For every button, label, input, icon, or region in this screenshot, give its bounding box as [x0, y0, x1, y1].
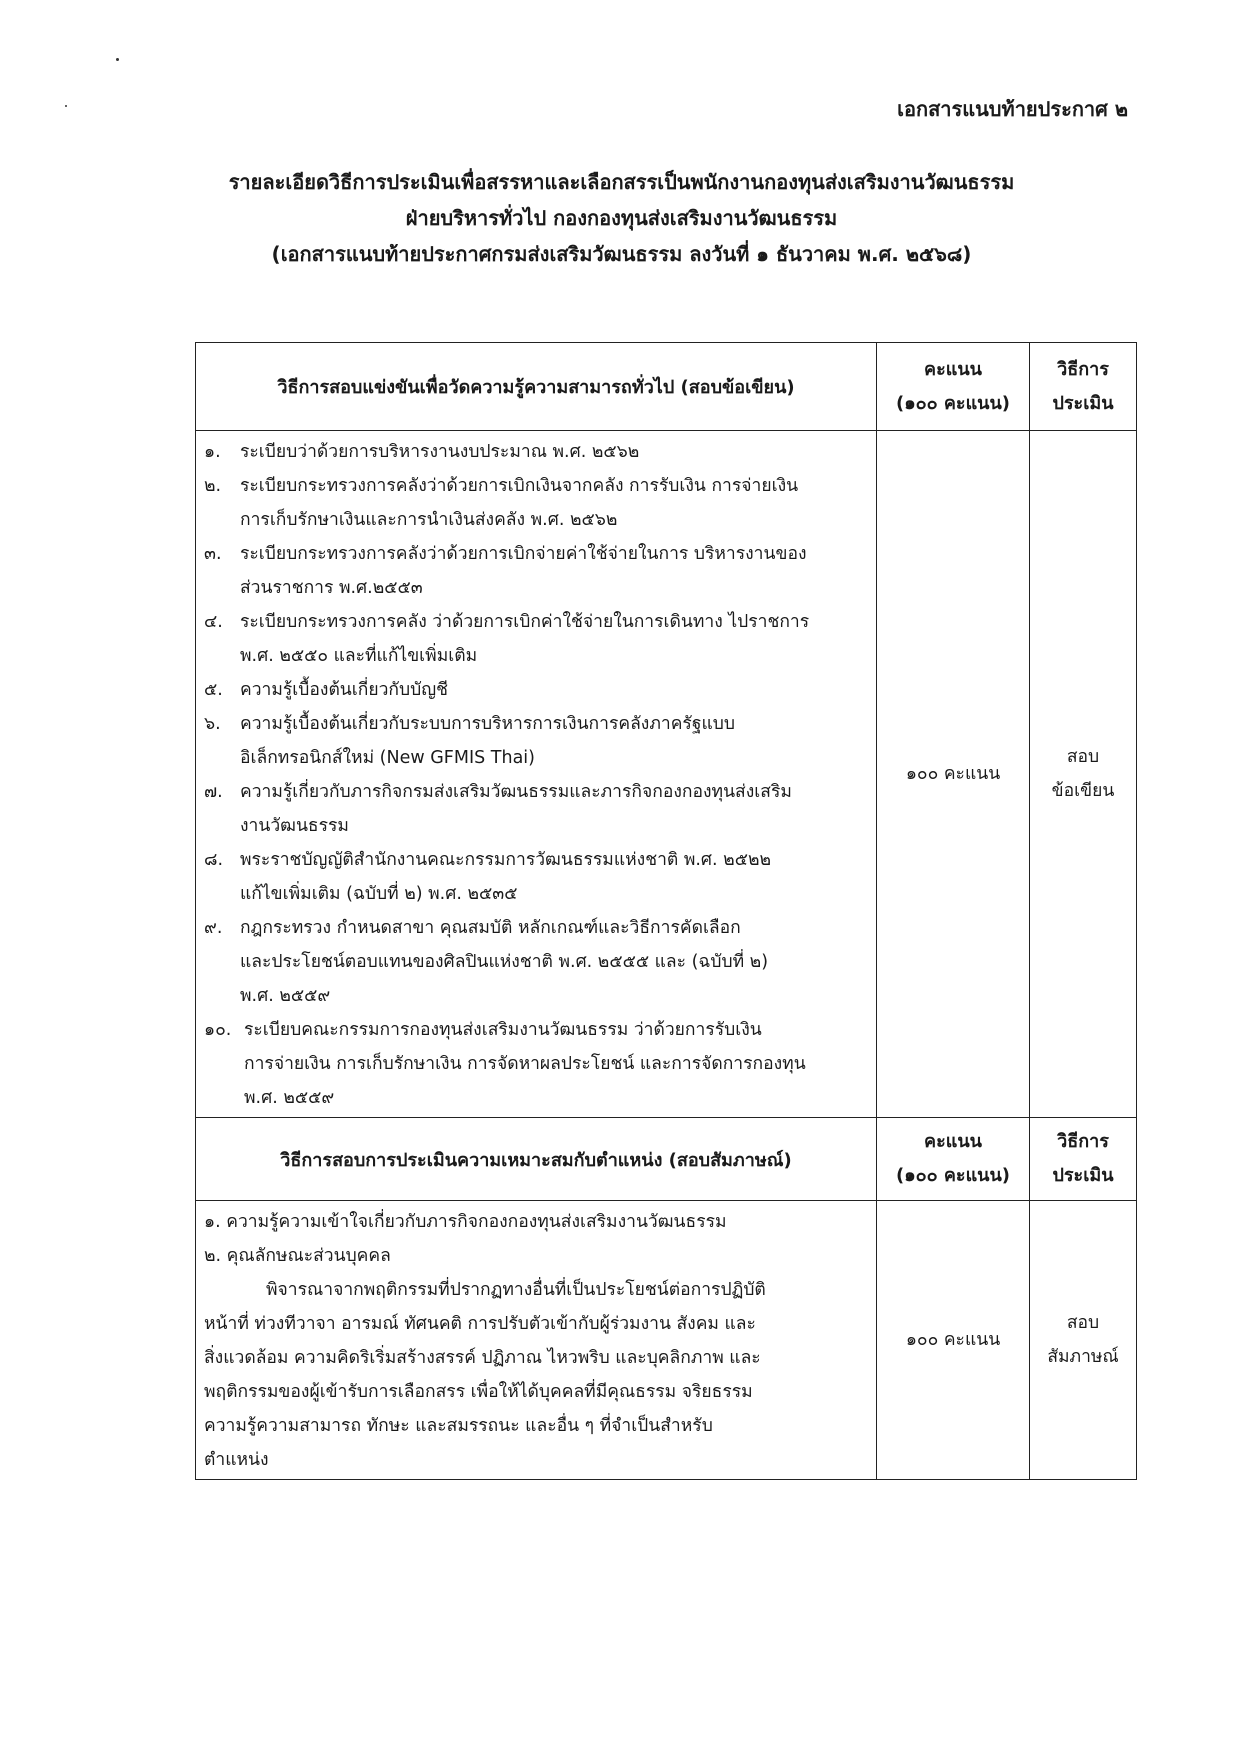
item-text: ความรู้เบื้องต้นเกี่ยวกับระบบการบริหารการเงินการคลังภาครัฐแบบ: [240, 714, 735, 734]
item-text: ระเบียบกระทรวงการคลังว่าด้วยการเบิกจ่ายค่าใช้จ่ายในการ บริหารงานของ: [240, 544, 807, 564]
item-text: ระเบียบกระทรวงการคลังว่าด้วยการเบิกเงินจากคลัง การรับเงิน การจ่ายเงิน: [240, 476, 799, 496]
item-text: พ.ศ. ๒๕๕๐ และที่แก้ไขเพิ่มเติม: [240, 646, 478, 666]
item-number: ๗.: [204, 782, 223, 802]
interview-header-row: [196, 1118, 1137, 1201]
written-header-row: [196, 343, 1137, 431]
list-item: [204, 1013, 868, 1115]
method-header: [1030, 1118, 1137, 1201]
item-text: การจ่ายเงิน การเก็บรักษาเงิน การจัดหาผลประโยชน์ และการจัดการกองทุน: [244, 1054, 806, 1074]
method-header-line: ประเมิน: [1052, 1165, 1114, 1186]
interview-score-cell: [877, 1201, 1030, 1480]
method-text: สัมภาษณ์: [1047, 1347, 1119, 1367]
item-text: แก้ไขเพิ่มเติม (ฉบับที่ ๒) พ.ศ. ๒๕๓๕: [240, 884, 518, 904]
title-line: รายละเอียดวิธีการประเมินเพื่อสรรหาและเลือกสรรเป็นพนักงานกองทุนส่งเสริมงานวัฒนธรรม: [228, 170, 1015, 194]
item-number: ๑๐.: [204, 1020, 232, 1040]
detail-line: พฤติกรรมของผู้เข้ารับการเลือกสรร เพื่อให้ได้บุคคลที่มีคุณธรรม จริยธรรม: [204, 1382, 753, 1402]
written-method-cell: [1030, 431, 1137, 1118]
method-text: ข้อเขียน: [1051, 781, 1115, 801]
list-item: [204, 605, 868, 673]
item-text: พ.ศ. ๒๕๕๙: [244, 1088, 335, 1108]
item-text: งานวัฒนธรรม: [240, 816, 349, 836]
item-number: ๕.: [204, 680, 223, 700]
interview-score: ๑๐๐ คะแนน: [905, 1330, 1001, 1350]
written-score: ๑๐๐ คะแนน: [905, 764, 1001, 784]
detail-line: ตำแหน่ง: [204, 1450, 269, 1470]
method-text: สอบ: [1066, 1313, 1100, 1333]
item-number: ๖.: [204, 714, 221, 734]
score-header-line: คะแนน: [924, 358, 982, 380]
annex-label: เอกสารแนบท้ายประกาศ ๒: [897, 97, 1128, 121]
list-item: ๑. ความรู้ความเข้าใจเกี่ยวกับภารกิจกองกองทุนส่งเสริมงานวัฒนธรรม: [204, 1212, 727, 1232]
score-header: [877, 1118, 1030, 1201]
written-content-row: [196, 431, 1137, 1118]
score-header: [877, 343, 1030, 431]
list-item: [204, 435, 868, 469]
title-line: (เอกสารแนบท้ายประกาศกรมส่งเสริมวัฒนธรรม ลงวันที่ ๑ ธันวาคม พ.ศ. ๒๕๖๘): [271, 242, 972, 266]
list-item: [204, 775, 868, 843]
method-header-line: วิธีการ: [1057, 358, 1109, 380]
item-text: ระเบียบคณะกรรมการกองทุนส่งเสริมงานวัฒนธรรม ว่าด้วยการรับเงิน: [244, 1020, 762, 1040]
written-score-cell: [877, 431, 1030, 1118]
score-header-line: (๑๐๐ คะแนน): [895, 392, 1011, 414]
score-header-line: (๑๐๐ คะแนน): [895, 1165, 1011, 1186]
list-item: [204, 707, 868, 775]
item-text: พระราชบัญญัติสำนักงานคณะกรรมการวัฒนธรรมแห่งชาติ พ.ศ. ๒๕๒๒: [240, 850, 772, 870]
item-text: ระเบียบกระทรวงการคลัง ว่าด้วยการเบิกค่าใช้จ่ายในการเดินทาง ไปราชการ: [240, 612, 810, 632]
speck-mark: [116, 58, 119, 61]
list-item: [204, 469, 868, 537]
interview-criteria: [196, 1201, 877, 1480]
list-item: ๒. คุณลักษณะส่วนบุคคล: [204, 1246, 391, 1266]
title-line: ฝ่ายบริหารทั่วไป กองกองทุนส่งเสริมงานวัฒนธรรม: [405, 206, 838, 230]
speck-mark: [65, 105, 67, 107]
detail-line: สิ่งแวดล้อม ความคิดริเริ่มสร้างสรรค์ ปฏิภาณ ไหวพริบ และบุคลิกภาพ และ: [204, 1348, 761, 1368]
item-number: ๒.: [204, 476, 222, 496]
item-text: การเก็บรักษาเงินและการนำเงินส่งคลัง พ.ศ. ๒๕๖๒: [240, 510, 618, 530]
item-number: ๓.: [204, 544, 222, 564]
item-number: ๑.: [204, 442, 221, 462]
detail-line: ความรู้ความสามารถ ทักษะ และสมรรถนะ และอื่น ๆ ที่จำเป็นสำหรับ: [204, 1416, 713, 1436]
interview-content-row: [196, 1201, 1137, 1480]
interview-method-cell: [1030, 1201, 1137, 1480]
item-text: ระเบียบว่าด้วยการบริหารงานงบประมาณ พ.ศ. ๒๕๖๒: [240, 442, 640, 462]
item-text: ส่วนราชการ พ.ศ.๒๕๕๓: [240, 578, 423, 598]
item-number: ๘.: [204, 850, 224, 870]
written-section-heading: วิธีการสอบแข่งขันเพื่อวัดความรู้ความสามารถทั่วไป (สอบข้อเขียน): [196, 343, 877, 431]
method-header-line: วิธีการ: [1057, 1131, 1109, 1152]
written-topics-list: [196, 431, 877, 1118]
item-number: ๙.: [204, 918, 223, 938]
document-title: [0, 164, 1243, 272]
list-item: [204, 911, 868, 1013]
method-text: สอบ: [1066, 747, 1100, 767]
method-header: [1030, 343, 1137, 431]
list-item: [204, 537, 868, 605]
list-item: [204, 843, 868, 911]
item-text: ความรู้เบื้องต้นเกี่ยวกับบัญชี: [240, 680, 449, 700]
item-number: ๔.: [204, 612, 223, 632]
method-header-line: ประเมิน: [1052, 392, 1114, 414]
item-text: พ.ศ. ๒๕๕๙: [240, 986, 331, 1006]
score-header-line: คะแนน: [924, 1131, 982, 1152]
list-item: [204, 673, 868, 707]
item-text: ความรู้เกี่ยวกับภารกิจกรมส่งเสริมวัฒนธรรมและภารกิจกองกองทุนส่งเสริม: [240, 782, 792, 802]
detail-line: หน้าที่ ท่วงทีวาจา อารมณ์ ทัศนคติ การปรับตัวเข้ากับผู้ร่วมงาน สังคม และ: [204, 1314, 756, 1334]
evaluation-table: [195, 342, 1137, 1480]
detail-line: พิจารณาจากพฤติกรรมที่ปรากฏทางอื่นที่เป็นประโยชน์ต่อการปฏิบัติ: [266, 1280, 766, 1300]
item-text: และประโยชน์ตอบแทนของศิลปินแห่งชาติ พ.ศ. ๒๕๕๕ และ (ฉบับที่ ๒): [240, 952, 769, 972]
item-text: กฎกระทรวง กำหนดสาขา คุณสมบัติ หลักเกณฑ์และวิธีการคัดเลือก: [240, 918, 741, 938]
item-text: อิเล็กทรอนิกส์ใหม่ (New GFMIS Thai): [240, 748, 535, 768]
interview-section-heading: วิธีการสอบการประเมินความเหมาะสมกับตำแหน่ง (สอบสัมภาษณ์): [196, 1118, 877, 1201]
